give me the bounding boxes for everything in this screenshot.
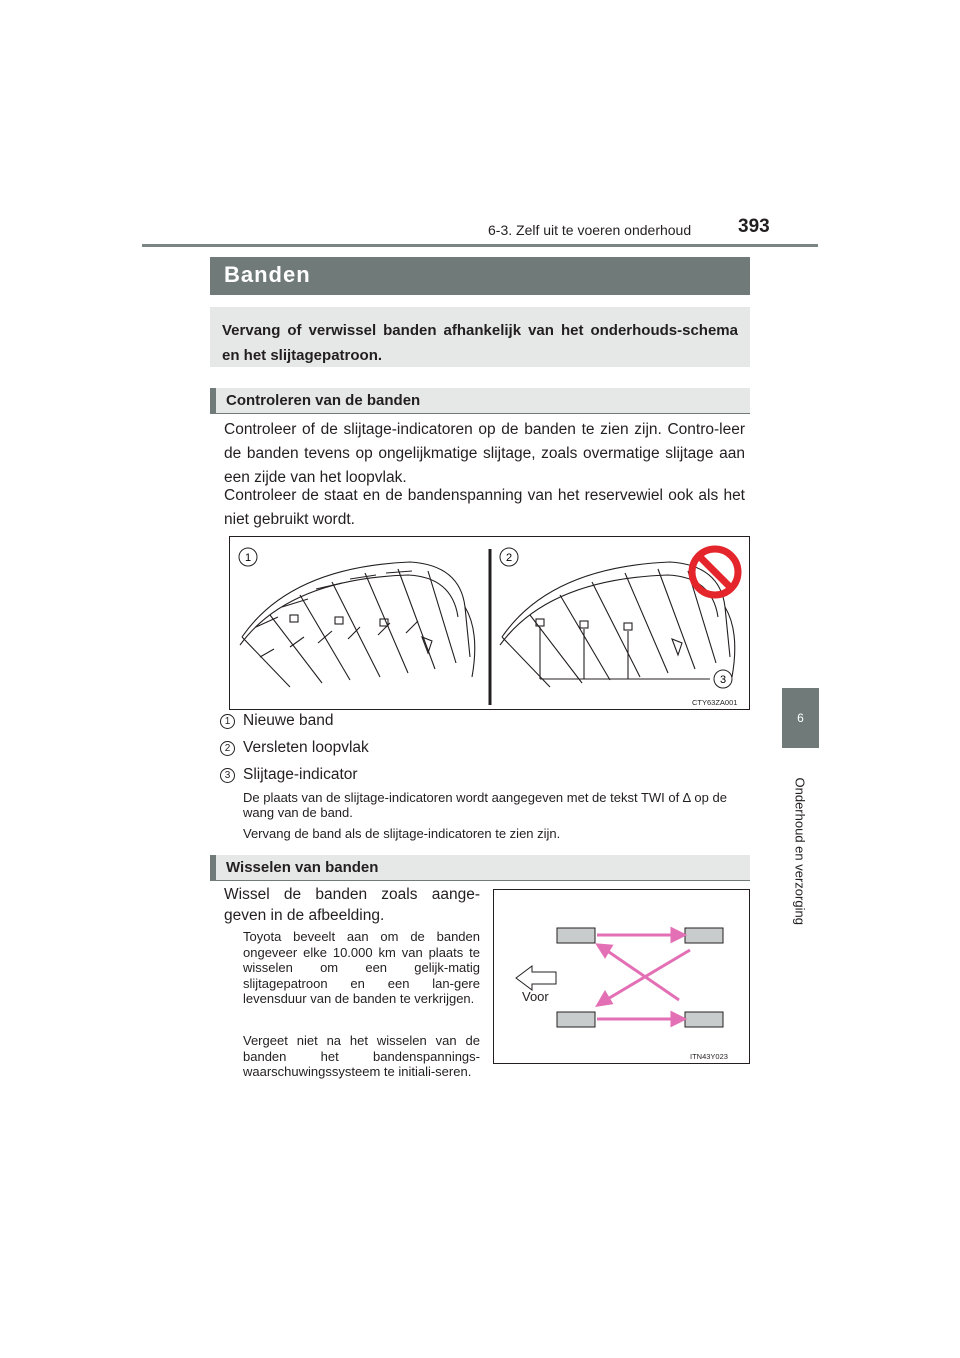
chapter-tab: 6 — [782, 688, 819, 748]
intro-box: Vervang of verwissel banden afhankelijk van het onderhouds-schema en het slijtagepatroon. — [210, 307, 750, 367]
paragraph-check-spare: Controleer de staat en de bandenspanning van het reservewiel ook als het niet gebruikt wordt. — [224, 487, 745, 528]
paragraph-rotate-tires: Wissel de banden zoals aange-geven in de afbeelding. — [224, 886, 480, 924]
legend-text-2: Versleten loopvlak — [243, 739, 369, 756]
note-tpms-init: Vergeet niet na het wisselen van de banden het bandenspannings-waarschuwingssysteem te initiali-seren. — [243, 1033, 480, 1079]
note-rotation-interval: Toyota beveelt aan om de banden ongeveer elke 10.000 km van plaats te wisselen om een gelijk-matig slijtagepatroon en een lan-gere levensduur van de banden te verkrijgen. — [243, 929, 480, 1006]
paragraph-check-indicators: Controleer of de slijtage-indicatoren op de banden te zien zijn. Contro-leer de banden tevens op ongelijkmatige slijtage, zoals overmatige slijtage aan een zijde van het loopvlak. — [224, 421, 745, 486]
tire-wear-illustration — [230, 537, 749, 709]
tire-rotation-diagram — [494, 890, 749, 1063]
legend-num-2: 2 — [220, 741, 235, 756]
callout-2 — [500, 548, 518, 566]
section-heading-check: Controleren van de banden — [210, 388, 750, 414]
tire-front-left — [557, 928, 595, 943]
chapter-label: Onderhoud en verzorging — [792, 777, 808, 925]
section-heading-rotation: Wisselen van banden — [210, 855, 750, 881]
tire-rear-left — [557, 1012, 595, 1027]
page-title: Banden — [210, 257, 750, 295]
tire-rotation-figure — [493, 889, 750, 1064]
callout-3 — [714, 670, 732, 688]
legend-text-1: Nieuwe band — [243, 712, 334, 729]
figure-code: CTY63ZA001 — [692, 698, 738, 707]
prohibit-icon — [692, 549, 738, 595]
note-replace-tire: Vervang de band als de slijtage-indicatoren te zien zijn. — [243, 826, 561, 841]
page-number: 393 — [738, 216, 770, 237]
legend-num-3: 3 — [220, 768, 235, 783]
header-section-title: 6-3. Zelf uit te voeren onderhoud — [488, 222, 692, 238]
legend-num-1: 1 — [220, 714, 235, 729]
worn-tire-drawing — [500, 562, 735, 687]
tire-front-right — [685, 928, 723, 943]
note-indicator-location: De plaats van de slijtage-indicatoren wordt aangegeven met de tekst TWI of ∆ op de wang van de band. — [243, 790, 727, 820]
callout-1-label: 1 — [244, 552, 252, 564]
tire-rear-right — [685, 1012, 723, 1027]
figure-code-rotation: ITN43Y023 — [690, 1052, 728, 1061]
front-label: Voor — [522, 989, 549, 1004]
callout-1 — [239, 548, 257, 566]
legend-text-3: Slijtage-indicator — [243, 766, 358, 783]
new-tire-drawing — [240, 562, 475, 687]
callout-2-label: 2 — [505, 552, 513, 564]
tire-wear-figure — [229, 536, 750, 710]
front-direction-arrow — [516, 966, 556, 990]
header-divider — [142, 244, 818, 247]
callout-3-label: 3 — [719, 674, 727, 686]
